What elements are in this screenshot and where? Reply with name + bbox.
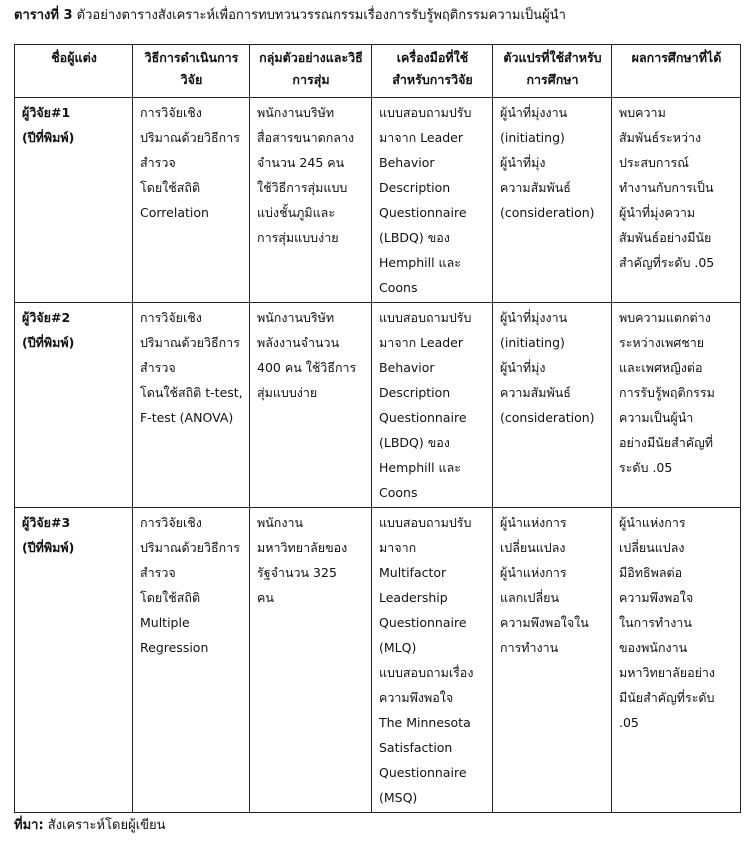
source-text: สังเคราะห์โดยผู้เขียน	[47, 818, 166, 833]
cell-line: Coons	[379, 485, 418, 500]
header-tools: เครื่องมือที่ใช้สำหรับการวิจัย	[372, 45, 493, 98]
cell-line: Questionnaire	[379, 410, 467, 425]
cell-line: สื่อสารขนาดกลาง	[257, 130, 355, 145]
cell-line: ผู้วิจัย#1	[22, 105, 71, 120]
literature-synthesis-table	[14, 44, 741, 813]
cell-line: Hemphill และ	[379, 460, 461, 475]
caption-label: ตารางที่ 3	[14, 8, 73, 23]
cell-line: Questionnaire	[379, 765, 467, 780]
cell-line: พลังงานจำนวน	[257, 335, 340, 350]
cell-line: (initiating)	[500, 335, 565, 350]
cell-line: มาจาก Leader	[379, 130, 464, 145]
cell-line: การวิจัยเชิง	[140, 310, 202, 325]
caption-text: ตัวอย่างตารางสังเคราะห์เพื่อการทบทวนวรรณกรรมเรื่องการรับรู้พฤติกรรมความเป็นผู้นำ	[76, 8, 566, 23]
cell-line: โดนใช้สถิติ t-test,	[140, 385, 243, 400]
table-source	[14, 816, 166, 836]
cell-line: แบ่งชั้นภูมิและ	[257, 205, 336, 220]
cell-line: ความสัมพันธ์	[500, 385, 571, 400]
cell-line: ผู้นำแห่งการ	[500, 515, 567, 530]
cell-line: ปริมาณด้วยวิธีการ	[140, 335, 240, 350]
cell-line: (MSQ)	[379, 790, 418, 805]
cell-line: ผู้วิจัย#2	[22, 310, 71, 325]
cell-line: สัมพันธ์ระหว่าง	[619, 130, 702, 145]
cell-line: แบบสอบถามปรับ	[379, 515, 472, 530]
cell-line: ผู้นำที่มุ่งงาน	[500, 105, 568, 120]
cell-line: จำนวน 245 คน	[257, 155, 345, 170]
cell-line: Multiple	[140, 615, 190, 630]
cell-line: พบความ	[619, 105, 666, 120]
cell-author	[15, 98, 133, 303]
cell-line: ความเป็นผู้นำ	[619, 410, 694, 425]
cell-line: ทำงานกับการเป็น	[619, 180, 714, 195]
cell-line: พนักงาน	[257, 515, 304, 530]
cell-results	[612, 303, 741, 508]
source-label: ที่มา:	[14, 818, 44, 833]
cell-line: ผู้วิจัย#3	[22, 515, 71, 530]
cell-line: Questionnaire	[379, 205, 467, 220]
cell-tools	[372, 303, 493, 508]
cell-line: Behavior	[379, 360, 435, 375]
cell-line: ระหว่างเพศชาย	[619, 335, 705, 350]
cell-line: มหาวิทยาลัยอย่าง	[619, 665, 716, 680]
cell-line: สำคัญที่ระดับ .05	[619, 255, 715, 270]
cell-line: Satisfaction	[379, 740, 453, 755]
cell-line: แบบสอบถามเรื่อง	[379, 665, 474, 680]
cell-line: ผู้นำแห่งการ	[500, 565, 567, 580]
cell-line: ในการทำงาน	[619, 615, 692, 630]
cell-line: เปลี่ยนแปลง	[500, 540, 566, 555]
cell-author	[15, 508, 133, 813]
cell-line: ผู้นำที่มุ่ง	[500, 155, 546, 170]
cell-line: Description	[379, 385, 451, 400]
cell-sample	[250, 98, 372, 303]
cell-line: Coons	[379, 280, 418, 295]
cell-results	[612, 98, 741, 303]
cell-variables	[493, 303, 612, 508]
cell-line: (ปีที่พิมพ์)	[22, 335, 75, 350]
cell-line: เปลี่ยนแปลง	[619, 540, 685, 555]
cell-line: ประสบการณ์	[619, 155, 689, 170]
header-method: วิธีการดำเนินการวิจัย	[133, 45, 250, 98]
cell-line: มีอิทธิพลต่อ	[619, 565, 683, 580]
cell-line: แบบสอบถามปรับ	[379, 310, 472, 325]
cell-variables	[493, 98, 612, 303]
cell-line: 400 คน ใช้วิธีการ	[257, 360, 357, 375]
table-row	[15, 303, 741, 508]
cell-line: การรับรู้พฤติกรรม	[619, 385, 715, 400]
cell-line: Regression	[140, 640, 209, 655]
cell-line: Multifactor	[379, 565, 447, 580]
cell-line: การวิจัยเชิง	[140, 105, 202, 120]
cell-line: ความพึงพอใจ	[619, 590, 694, 605]
cell-line: ผู้นำที่มุ่ง	[500, 360, 546, 375]
cell-method	[133, 508, 250, 813]
header-author: ชื่อผู้แต่ง	[15, 45, 133, 98]
cell-line: สัมพันธ์อย่างมีนัย	[619, 230, 712, 245]
cell-line: การทำงาน	[500, 640, 559, 655]
cell-line: ความสัมพันธ์	[500, 180, 571, 195]
cell-line: และเพศหญิงต่อ	[619, 360, 703, 375]
cell-line: (consideration)	[500, 205, 595, 220]
cell-line: โดยใช้สถิติ	[140, 590, 201, 605]
table-row	[15, 508, 741, 813]
cell-line: พบความแตกต่าง	[619, 310, 711, 325]
cell-line: การวิจัยเชิง	[140, 515, 202, 530]
cell-method	[133, 98, 250, 303]
cell-line: ระดับ .05	[619, 460, 673, 475]
cell-line: แลกเปลี่ยน	[500, 590, 560, 605]
cell-line: สำรวจ	[140, 360, 176, 375]
cell-line: การสุ่มแบบง่าย	[257, 230, 339, 245]
cell-line: โดยใช้สถิติ	[140, 180, 201, 195]
cell-line: อย่างมีนัยสำคัญที่	[619, 435, 713, 450]
cell-line: Leadership	[379, 590, 448, 605]
cell-line: แบบสอบถามปรับ	[379, 105, 472, 120]
cell-tools	[372, 98, 493, 303]
cell-line: ใช้วิธีการสุ่มแบบ	[257, 180, 348, 195]
cell-line: (ปีที่พิมพ์)	[22, 130, 75, 145]
header-variables: ตัวแปรที่ใช้สำหรับการศึกษา	[493, 45, 612, 98]
header-row	[15, 45, 741, 98]
cell-line: ผู้นำแห่งการ	[619, 515, 686, 530]
cell-line: Hemphill และ	[379, 255, 461, 270]
header-sample: กลุ่มตัวอย่างและวิธีการสุ่ม	[250, 45, 372, 98]
cell-line: F-test (ANOVA)	[140, 410, 234, 425]
cell-line: ของพนักงาน	[619, 640, 688, 655]
cell-line: สำรวจ	[140, 155, 176, 170]
cell-line: พนักงานบริษัท	[257, 105, 335, 120]
cell-line: ผู้นำที่มุ่งความ	[619, 205, 696, 220]
cell-line: (MLQ)	[379, 640, 417, 655]
cell-line: มาจาก	[379, 540, 417, 555]
cell-sample	[250, 508, 372, 813]
cell-line: รัฐจำนวน 325	[257, 565, 337, 580]
cell-line: มาจาก Leader	[379, 335, 464, 350]
cell-line: The Minnesota	[379, 715, 471, 730]
cell-line: Correlation	[140, 205, 209, 220]
cell-variables	[493, 508, 612, 813]
cell-line: Description	[379, 180, 451, 195]
cell-line: พนักงานบริษัท	[257, 310, 335, 325]
table-caption	[14, 6, 744, 26]
cell-line: คน	[257, 590, 274, 605]
cell-line: สำรวจ	[140, 565, 176, 580]
cell-line: สุ่มแบบง่าย	[257, 385, 318, 400]
table-row	[15, 98, 741, 303]
cell-sample	[250, 303, 372, 508]
cell-line: (initiating)	[500, 130, 565, 145]
cell-line: Behavior	[379, 155, 435, 170]
cell-method	[133, 303, 250, 508]
cell-line: ความพึงพอใจ	[379, 690, 454, 705]
cell-line: มีนัยสำคัญที่ระดับ	[619, 690, 715, 705]
cell-line: Questionnaire	[379, 615, 467, 630]
cell-line: (ปีที่พิมพ์)	[22, 540, 75, 555]
cell-line: มหาวิทยาลัยของ	[257, 540, 348, 555]
cell-line: ผู้นำที่มุ่งงาน	[500, 310, 568, 325]
cell-author	[15, 303, 133, 508]
cell-line: (LBDQ) ของ	[379, 230, 450, 245]
cell-line: .05	[619, 715, 639, 730]
cell-results	[612, 508, 741, 813]
cell-line: ปริมาณด้วยวิธีการ	[140, 130, 240, 145]
cell-tools	[372, 508, 493, 813]
cell-line: ความพึงพอใจใน	[500, 615, 589, 630]
header-results: ผลการศึกษาที่ได้	[612, 45, 741, 98]
cell-line: ปริมาณด้วยวิธีการ	[140, 540, 240, 555]
cell-line: (consideration)	[500, 410, 595, 425]
cell-line: (LBDQ) ของ	[379, 435, 450, 450]
